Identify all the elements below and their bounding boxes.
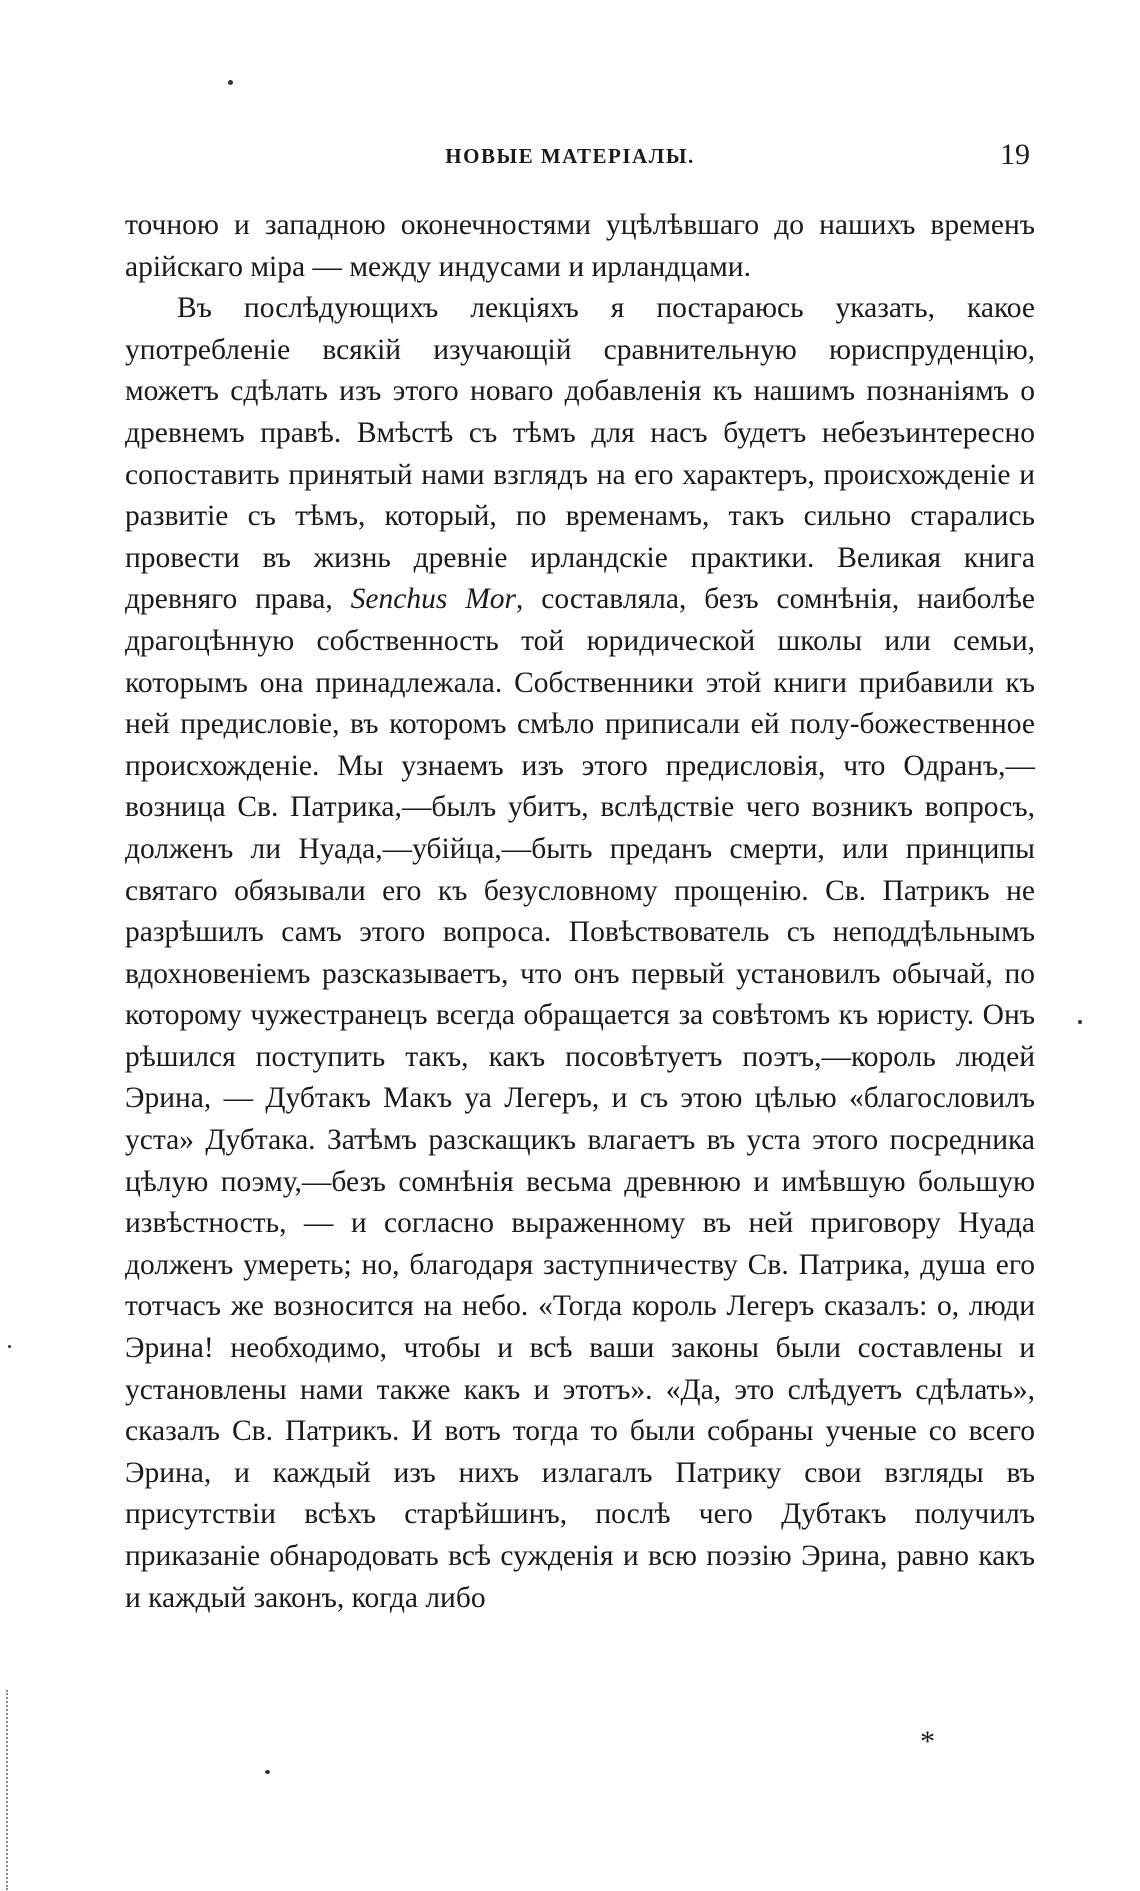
running-head xyxy=(110,138,1030,178)
book-title: Senchus Mor xyxy=(350,583,517,616)
body-text xyxy=(125,205,1035,1619)
main-paragraph-rest: , составляла, безъ сомнѣнія, наиболѣе драгоцѣнную собственность той юридической школы или семьи, которымъ она принадлежала. Собственники этой книги прибавили къ ней предисловіе, въ которомъ смѣло приписали ей полу-божественное происхожденіе. Мы узнаемъ изъ этого предисловія, что Одранъ,—возница Св. Патрика,—былъ убитъ, вслѣдствіе чего возникъ вопросъ, долженъ ли Нуада,—убійца,—быть преданъ смерти, или принципы святаго обязывали его къ безусловному прощенію. Св. Патрикъ не разрѣшилъ самъ этого вопроса. Повѣствователь съ неподдѣльнымъ вдохновеніемъ разсказываетъ, что онъ первый установилъ обычай, по которому чужестранецъ всегда обращается за совѣтомъ къ юристу. Онъ рѣшился поступить такъ, какъ посовѣтуетъ поэтъ,—король людей Эрина, — Дубтакъ Макъ уа Легеръ, и съ этою цѣлью «благословилъ уста» Дубтака. Затѣмъ разскащикъ влагаетъ въ уста этого посредника цѣлую поэму,—безъ сомнѣнія весьма древнюю и имѣвшую большую извѣстность, — и согласно выраженному въ ней приговору Нуада долженъ умереть; но, благодаря заступничеству Св. Патрика, душа его тотчасъ же возносится на небо. «Тогда король Легеръ сказалъ: о, люди Эрина! необходимо, чтобы и всѣ ваши законы были составлены и установлены нами также какъ и этотъ». «Да, это слѣдуетъ сдѣлать», сказалъ Св. Патрикъ. И вотъ тогда то были собраны ученые со всего Эрина, и каждый изъ нихъ излагалъ Патрику свои взгляды въ присутствіи всѣхъ старѣйшинъ, послѣ чего Дубтакъ получилъ приказаніе обнародовать всѣ сужденія и всю поэзію Эрина, равно какъ и каждый законъ, когда либо xyxy=(125,583,1035,1614)
ink-speck xyxy=(265,1770,270,1774)
ink-speck xyxy=(8,1345,11,1348)
continuation-paragraph: точною и западною оконечностями уцѣлѣвшаго до нашихъ временъ арійскаго міра — между индусами и ирландцами. xyxy=(125,209,1035,283)
page-number: 19 xyxy=(1000,138,1030,171)
scan-edge-marks xyxy=(6,1690,11,1890)
signature-mark: * xyxy=(920,1725,935,1758)
running-title: НОВЫЕ МАТЕРІАЛЫ. xyxy=(445,144,695,168)
main-paragraph-start: Въ послѣдующихъ лекціяхъ я постараюсь указать, какое употребленіе всякій изучающій сравнительную юриспруденцію, можетъ сдѣлать изъ этого новаго добавленія къ нашимъ познаніямъ о древнемъ правѣ. Вмѣстѣ съ тѣмъ для насъ будетъ небезъинтересно сопоставить принятый нами взглядъ на его характеръ, происхожденіе и развитіе съ тѣмъ, который, по временамъ, такъ сильно старались провести въ жизнь древніе ирландскіе практики. Великая книга древняго права, xyxy=(125,292,1035,616)
ink-speck xyxy=(1078,1020,1082,1024)
main-paragraph xyxy=(125,288,1035,1619)
ink-speck xyxy=(228,80,233,85)
